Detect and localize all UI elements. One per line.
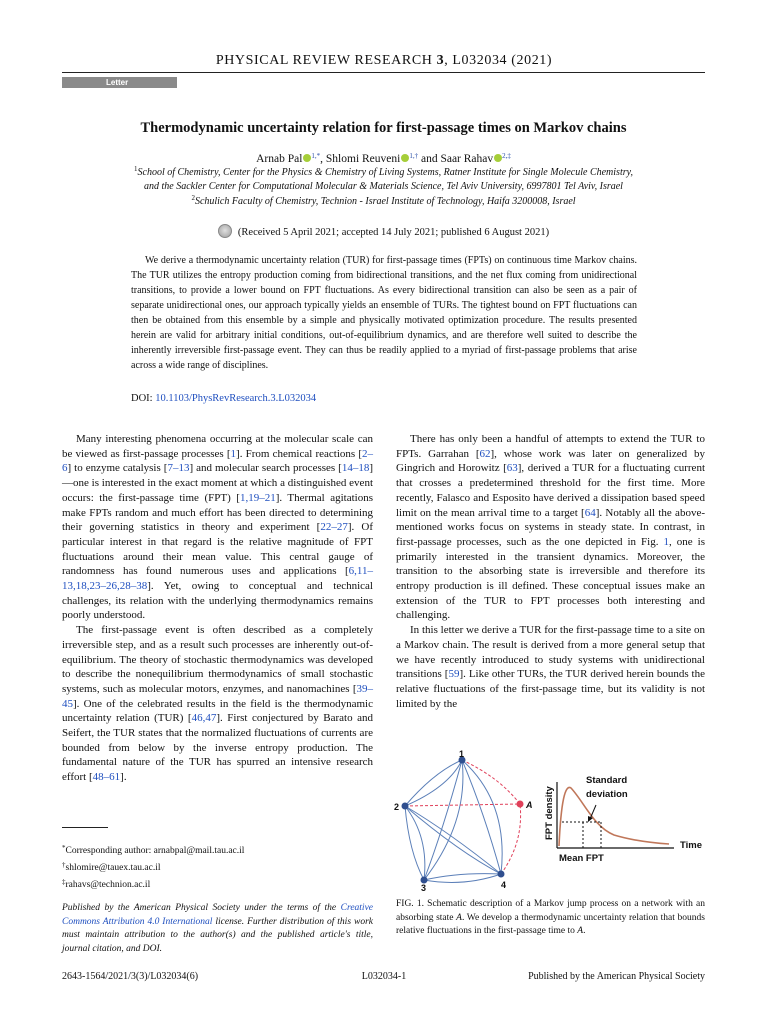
- italic-text: A: [456, 912, 462, 923]
- paragraph: [396, 432, 705, 623]
- citation-link[interactable]: 14–18: [341, 462, 370, 475]
- affiliation-text: Schulich Faculty of Chemistry, Technion - Israel Institute of Technology, Haifa 3200008, Israel: [194, 196, 576, 207]
- doi-line: [131, 393, 316, 404]
- std-label-line-2: deviation: [586, 789, 628, 800]
- footnote-rule: [62, 827, 108, 828]
- citation-link[interactable]: 6,11–13,18,23–26,28–38: [62, 565, 373, 593]
- node-label: 3: [421, 883, 427, 892]
- journal-volume: 3: [436, 53, 445, 68]
- affiliation-number: 1: [134, 165, 138, 173]
- right-column: [396, 432, 705, 711]
- affiliation-1: [62, 166, 705, 194]
- text-run: ]. Notably all the above-mentioned works focus on systems in steady state. In contrast, in first-passage processes, such as the one depicted in Fig.: [396, 506, 705, 548]
- author-sup[interactable]: 2,‡: [502, 152, 511, 160]
- mean-label: Mean FPT: [559, 853, 604, 864]
- text-run: ]. Yet, owing to conceptual and technical challenges, its relation with the underlying thermodynamics remains poorly understood.: [62, 580, 373, 622]
- journal-citation: , L032034 (2021): [444, 53, 553, 68]
- node-label: 4: [501, 880, 507, 890]
- license-note: Published by the American Physical Society under the terms of the Creative Commons Attribution 4.0 International license. Further distribution of this work must maintain attribution to the author(s) and the published article's title, journal citation, and DOI.: [62, 903, 373, 954]
- text-run: ] and molecular search processes [: [189, 462, 342, 475]
- author-sup[interactable]: 1,*: [311, 152, 321, 160]
- text-run: There has only been a handful of attempts to extend the TUR to FPTs. Garrahan [: [396, 433, 705, 460]
- author-name[interactable]: Shlomi Reuveni: [325, 153, 401, 165]
- left-column: [62, 432, 373, 785]
- footnote: *Corresponding author: arnabpal@mail.tau.ac.il: [62, 844, 245, 856]
- text-run: ]—one is interested in the exact moment at which a distinguished event occurs: the first-passage time (FPT) [: [62, 462, 373, 504]
- text-run: .: [583, 926, 586, 936]
- author-separator: and: [420, 153, 438, 165]
- citation-link[interactable]: 39–45: [62, 682, 373, 710]
- citation-link[interactable]: 1: [663, 535, 669, 548]
- node-4: [498, 871, 505, 878]
- footer-publisher: Published by the American Physical Society: [528, 971, 705, 982]
- text-run: Many interesting phenomena occurring at the molecular scale can be viewed as first-passage processes [: [62, 433, 373, 460]
- text-run: FIG. 1. Schematic description of a Markov jump process on a network with an absorbing state: [396, 899, 705, 923]
- text-run: The first-passage event is often described as a completely irreversible step, and as a result such processes are inherently out-of-equilibrium. The theory of stochastic thermodynamics was developed to describe the nonequilibrium thermodynamics of small stochastic systems, such as molecular motors, enzymes, and nanomachines [: [62, 624, 373, 695]
- footnotes: [62, 841, 373, 892]
- paragraph: [62, 432, 373, 623]
- author-list: [62, 153, 705, 165]
- y-axis-label: FPT density: [544, 786, 555, 840]
- text-run: ].: [120, 771, 127, 784]
- text-run: ], derived a TUR for a fluctuating current that crosses a predetermined threshold for the first time. More recently, Falasco and Esposito have derived a dissipation based speed limit on the mean arrival time to a target [: [396, 462, 705, 519]
- std-label-line-1: Standard: [586, 775, 628, 786]
- journal-name: PHYSICAL REVIEW RESEARCH: [215, 53, 433, 68]
- journal-header: [0, 53, 768, 69]
- text-run: ]. Like other TURs, the TUR derived herein bounds the relative fluctuations of the first-passage time, but its validity is not limited by the: [396, 668, 705, 710]
- x-axis-label: Time: [680, 840, 703, 851]
- figure-1: [389, 742, 711, 892]
- citation-link[interactable]: 62: [479, 447, 491, 460]
- doi-link[interactable]: 10.1103/PhysRevResearch.3.L032034: [155, 393, 317, 404]
- citation-link[interactable]: 1: [230, 447, 237, 460]
- received-text: (Received 5 April 2021; accepted 14 July 2021; published 6 August 2021): [237, 227, 550, 238]
- text-run: ], whose work was later on generalized by Gingrich and Horowitz [: [396, 447, 705, 475]
- article-type-tag: Letter: [62, 77, 177, 88]
- citation-link[interactable]: 22–27: [320, 521, 348, 534]
- text-run: ] to enzyme catalysis [: [67, 462, 168, 475]
- paragraph: [62, 623, 373, 785]
- citation-link[interactable]: 63: [506, 462, 518, 475]
- text-run: In this letter we derive a TUR for the first-passage time to a site on a Markov chain. The result is derived from a more general setup that we have recently introduced to study systems with unidirectional transitions [: [396, 624, 705, 681]
- author-sup[interactable]: 1,†: [409, 152, 419, 160]
- abstract: We derive a thermodynamic uncertainty relation (TUR) for first-passage times (FPTs) on continuous time Markov chains. The TUR utilizes the entropy production coming from bidirectional transitions, and the net flux coming from unidirectional transitions, to provide a lower bound on FPT fluctuations. As every bidirectional transition can also be seen as a pair of separate unidirectional ones, our approach typically yields an ensemble of TURs. The tightest bound on FPT fluctuations can then be obtained from this ensemble by a simple and physically motivated optimization procedure. The results presented herein are valid for arbitrary initial conditions, out-of-equilibrium dynamics, and are therefore well suited to describe the inherently irreversible first-passage event. They can thus be readily applied to a myriad of first-passage problems that arise across a wide range of disciplines.: [131, 255, 637, 371]
- network-edges: [405, 760, 502, 882]
- license-link[interactable]: Creative Commons Attribution 4.0 International: [62, 903, 373, 927]
- paragraph: [396, 623, 705, 711]
- italic-text: A: [577, 926, 584, 936]
- citation-link[interactable]: 46,47: [191, 712, 217, 725]
- footer-page-id: L032034-1: [361, 971, 407, 982]
- figure-caption: [396, 898, 705, 939]
- text-run: , one is primarily interested in the transient dynamics. Moreover, the transition to the absorbing state is irreversible and therefore its entropy production is ill defined. These conceptual issues make an extension of the TUR to FPT processes both interesting and challenging.: [396, 535, 705, 622]
- citation-link[interactable]: 7–13: [167, 462, 190, 475]
- node-label: 1: [459, 749, 465, 759]
- affiliation-number: 2: [191, 194, 195, 202]
- citation-link[interactable]: 59: [448, 668, 460, 681]
- footnote: ‡rahavs@technion.ac.il: [62, 878, 151, 890]
- node-absorbing: [517, 801, 524, 808]
- node-label: A: [526, 800, 533, 810]
- markov-network: [394, 749, 533, 892]
- citation-link[interactable]: 1,19–21: [239, 491, 276, 504]
- footer-issn: 2643-1564/2021/3(3)/L032034(6): [62, 971, 199, 982]
- doi-label: DOI:: [131, 393, 153, 404]
- footnote: †shlomire@tauex.tau.ac.il: [62, 861, 161, 873]
- affiliation-text: School of Chemistry, Center for the Physics & Chemistry of Living Systems, Ratner Institute for Single Molecule Chemistry,: [137, 167, 633, 178]
- text-run: ]. Of particular interest in that regard is the relative magnitude of FPT fluctuations around their mean value. This central gauge of randomness has found numerous uses and applications [: [62, 521, 373, 578]
- paper-title: Thermodynamic uncertainty relation for first-passage times on Markov chains: [140, 120, 627, 136]
- header-rule: [62, 72, 705, 73]
- author-name[interactable]: Arnab Pal: [256, 153, 303, 165]
- check-for-updates-icon[interactable]: [218, 224, 232, 238]
- node-label: 2: [394, 802, 400, 812]
- citation-link[interactable]: 64: [584, 506, 596, 519]
- text-run: ]. From chemical reactions [: [236, 447, 362, 460]
- affiliation-text: and the Sackler Center for Computational Molecular & Materials Science, Tel Aviv University, 6997801 Tel Aviv, Israel: [144, 181, 623, 192]
- citation-link[interactable]: 2–6: [62, 447, 373, 475]
- citation-link[interactable]: 48–61: [92, 771, 121, 784]
- text-run: ]. First conjectured by Barato and Seifert, the TUR states that the normalized fluctuations of currents are bounded from below by the inverse entropy production. The fundamental nature of the TUR has spurred an intensive research effort [: [62, 712, 373, 784]
- text-run: . We develop a thermodynamic uncertainty relation that bounds relative fluctuations in the first-passage time to: [396, 912, 705, 936]
- orcid-icon[interactable]: [494, 154, 502, 162]
- affiliation-2: [62, 195, 705, 209]
- author-name[interactable]: Saar Rahav: [440, 153, 494, 165]
- author-separator: ,: [320, 153, 324, 165]
- text-run: ]. Thermal agitations make FPTs random and much effort has been directed to determining their governing statistics in theory and experiment [: [62, 491, 373, 534]
- node-2: [402, 803, 409, 810]
- text-run: ]. One of the celebrated results in the field is the thermodynamic uncertainty relation (TUR) [: [62, 697, 373, 725]
- received-dates: [62, 224, 705, 238]
- fpt-density-plot: [544, 775, 702, 864]
